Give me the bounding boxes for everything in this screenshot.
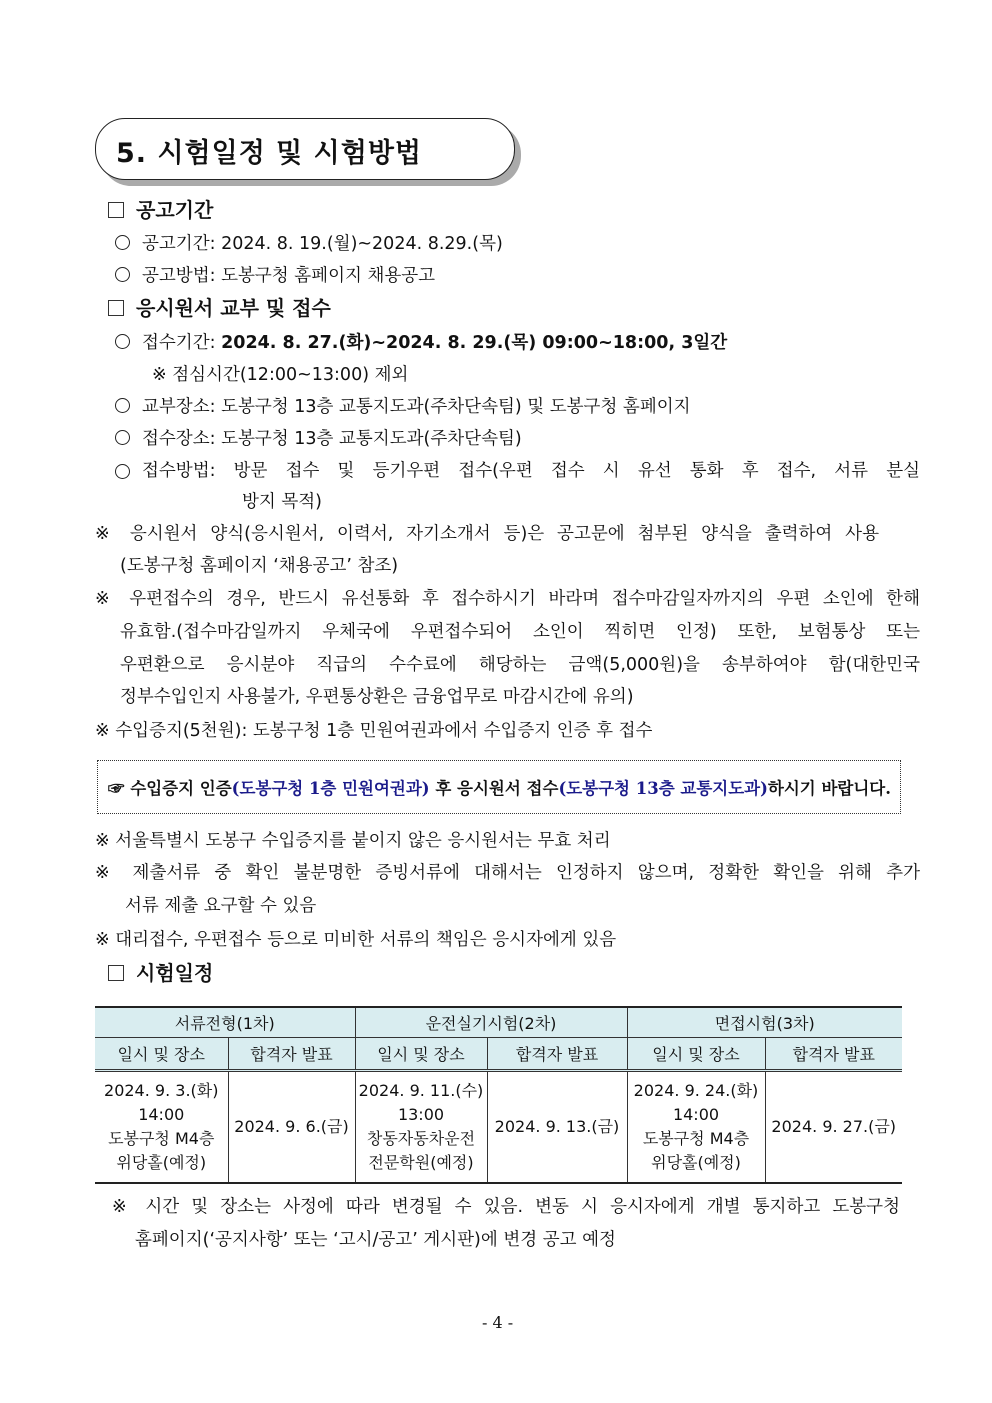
subheader: 일시 및 장소 (627, 1038, 765, 1071)
footnote-line: 홈페이지(‘공지사항’ 또는 ‘고시/공고’ 게시판)에 변경 공고 예정 (135, 1230, 616, 1250)
list-item (115, 331, 727, 355)
item-text: 접수방법: 방문 접수 및 등기우편 접수(우편 접수 시 유선 통화 후 접수, 서류 분실 (142, 461, 920, 481)
notice-location: (도봉구청 1층 민원여권과) (231, 779, 430, 798)
heading-notice-period (108, 198, 213, 222)
notice-text: 수입증지 인증 (130, 779, 232, 798)
circle-bullet-icon (115, 235, 130, 250)
page-number: - 4 - (482, 1313, 514, 1332)
subheader: 합격자 발표 (228, 1038, 355, 1071)
square-bullet-icon (108, 965, 124, 981)
stage-header: 운전실기시험(2차) (355, 1007, 627, 1038)
footnote-line: ※ 시간 및 장소는 사정에 따라 변경될 수 있음. 변동 시 응시자에게 개별 통지하고 도봉구청 (112, 1197, 900, 1217)
item-value: 2024. 8. 27.(화)~2024. 8. 29.(목) 09:00~18:00, 3일간 (221, 333, 728, 353)
subheader: 일시 및 장소 (355, 1038, 487, 1071)
table-row (95, 1071, 902, 1184)
item-label: 접수기간: (142, 333, 222, 353)
note-line: ※ 제출서류 중 확인 불분명한 증빙서류에 대해서는 인정하지 않으며, 정확한 확인을 위해 추가 (95, 863, 920, 883)
note-line: 정부수입인지 사용불가, 우편통상환은 금융업무로 마감시간에 유의) (120, 687, 634, 707)
item-text: 공고방법: 도봉구청 홈페이지 채용공고 (142, 266, 436, 286)
item-text: 교부장소: 도봉구청 13층 교통지도과(주차단속팀) 및 도봉구청 홈페이지 (142, 397, 691, 417)
date-place-cell: 2024. 9. 3.(화) 14:00 도봉구청 M4층 위당홀(예정) (95, 1071, 228, 1184)
note-line: 서류 제출 요구할 수 있음 (125, 896, 317, 916)
result-cell: 2024. 9. 13.(금) (487, 1071, 627, 1184)
note-line: ※ 응시원서 양식(응시원서, 이력서, 자기소개서 등)은 공고문에 첨부된 양식을 출력하여 사용 (95, 524, 879, 544)
section-title-box (95, 118, 515, 180)
result-cell: 2024. 9. 6.(금) (228, 1071, 355, 1184)
section-title: 5. 시험일정 및 시험방법 (116, 138, 422, 169)
notice-text: 하시기 바랍니다. (767, 779, 891, 798)
notice-text: 후 응시원서 접수 (429, 779, 559, 798)
item-text-continued: 방지 목적) (242, 492, 323, 512)
stage-header: 서류전형(1차) (95, 1007, 355, 1038)
subheader: 합격자 발표 (765, 1038, 902, 1071)
heading-application (108, 296, 331, 320)
table-header-row (95, 1007, 902, 1038)
lunch-note: ※ 점심시간(12:00~13:00) 제외 (152, 365, 409, 385)
date-place-cell: 2024. 9. 11.(수) 13:00 창동자동차운전 전문학원(예정) (355, 1071, 487, 1184)
item-text: 접수장소: 도봉구청 13층 교통지도과(주차단속팀) (142, 429, 522, 449)
list-item (115, 395, 691, 419)
heading-text: 시험일정 (136, 961, 214, 985)
circle-bullet-icon (115, 334, 130, 349)
table-subheader-row (95, 1038, 902, 1071)
stage-header: 면접시험(3차) (627, 1007, 902, 1038)
note-line: (도봉구청 홈페이지 ‘채용공고’ 참조) (120, 556, 399, 576)
notice-box (97, 760, 901, 814)
list-item (115, 459, 920, 483)
square-bullet-icon (108, 300, 124, 316)
circle-bullet-icon (115, 430, 130, 445)
note-line: ※ 우편접수의 경우, 반드시 유선통화 후 접수하시기 바라며 접수마감일자까지의 우편 소인에 한해 (95, 589, 920, 609)
item-text: 공고기간: 2024. 8. 19.(월)~2024. 8.29.(목) (142, 234, 503, 254)
heading-text: 공고기간 (136, 198, 214, 222)
schedule-table (95, 1006, 902, 1184)
circle-bullet-icon (115, 267, 130, 282)
list-item (115, 427, 522, 451)
note-line: 우편환으로 응시분야 직급의 수수료에 해당하는 금액(5,000원)을 송부하여야 함(대한민국 (120, 655, 920, 675)
note-line: ※ 수입증지(5천원): 도봉구청 1층 민원여권과에서 수입증지 인증 후 접수 (95, 721, 653, 741)
note-line: 유효함.(접수마감일까지 우체국에 우편접수되어 소인이 찍히면 인정) 또한, 보험통상 또는 (120, 622, 920, 642)
result-cell: 2024. 9. 27.(금) (765, 1071, 902, 1184)
list-item (115, 232, 503, 256)
notice-location: (도봉구청 13층 교통지도과) (558, 779, 768, 798)
pointing-hand-icon: ☞ (108, 779, 125, 798)
heading-schedule (108, 961, 213, 985)
note-line: ※ 서울특별시 도봉구 수입증지를 붙이지 않은 응시원서는 무효 처리 (95, 831, 611, 851)
heading-text: 응시원서 교부 및 접수 (136, 296, 331, 320)
subheader: 일시 및 장소 (95, 1038, 228, 1071)
subheader: 합격자 발표 (487, 1038, 627, 1071)
date-place-cell: 2024. 9. 24.(화) 14:00 도봉구청 M4층 위당홀(예정) (627, 1071, 765, 1184)
list-item (115, 264, 435, 288)
note-line: ※ 대리접수, 우편접수 등으로 미비한 서류의 책임은 응시자에게 있음 (95, 930, 617, 950)
circle-bullet-icon (115, 398, 130, 413)
square-bullet-icon (108, 202, 124, 218)
circle-bullet-icon (115, 464, 130, 479)
